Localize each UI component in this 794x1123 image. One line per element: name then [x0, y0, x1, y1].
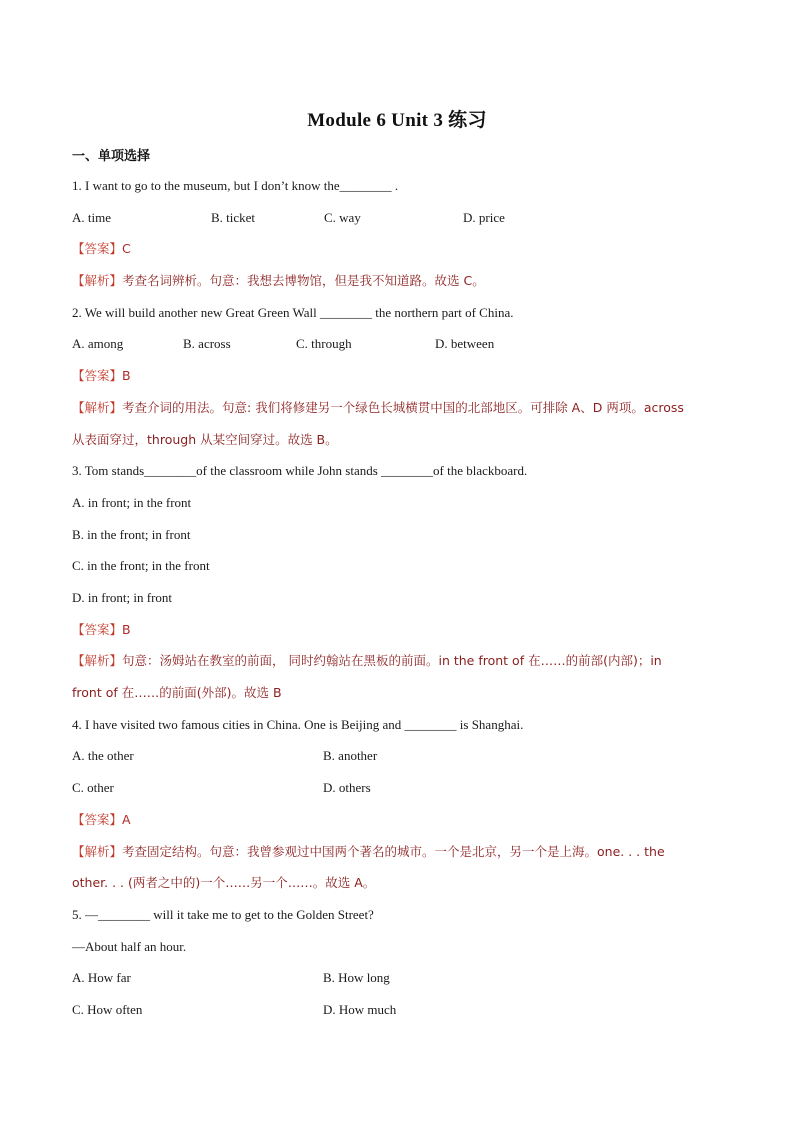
explanation-text: 考查介词的用法。句意: 我们将修建另一个绿色长城横贯中国的北部地区。可排除 A、D 两项。across: [122, 400, 684, 415]
option-d: D. between: [435, 336, 495, 351]
explanation-text: 考查名词辨析。句意：我想去博物馆，但是我不知道路。故选 C。: [122, 273, 485, 288]
question-4-explanation-line-2: other. . . (两者之中的)一个……另一个……。故选 A。: [72, 875, 376, 890]
option-c: C. way: [324, 210, 361, 225]
question-3-stem: 3. Tom stands________of the classroom while John stands ________of the blackboard.: [72, 463, 528, 478]
question-1-answer: [72, 240, 131, 258]
option-a: A. the other: [72, 748, 134, 763]
question-3-option-c: C. in the front; in the front: [72, 558, 210, 573]
option-a: A. time: [72, 210, 111, 225]
question-3-explanation-line-1: [72, 652, 662, 670]
option-c: C. other: [72, 780, 114, 795]
explanation-tag: 【解析】: [72, 400, 123, 415]
question-2-answer: [72, 367, 131, 385]
answer-tag: 【答案】: [72, 241, 123, 256]
question-3-explanation-line-2: front of 在……的前面(外部)。故选 B: [72, 685, 282, 700]
answer-tag: 【答案】: [72, 368, 123, 383]
answer-value: B: [122, 622, 131, 637]
question-1-explanation: [72, 272, 485, 290]
question-4-answer: [72, 811, 131, 829]
option-a: A. among: [72, 336, 124, 351]
explanation-text: 句意：汤姆站在教室的前面， 同时约翰站在黑板的前面。in the front of 在……的前部(内部)；in: [122, 653, 662, 668]
question-3-option-b: B. in the front; in front: [72, 527, 191, 542]
question-3-answer: [72, 621, 131, 639]
option-c: C. How often: [72, 1002, 143, 1017]
option-b: B. another: [323, 748, 378, 763]
question-4-explanation-line-1: [72, 843, 665, 861]
option-b: B. ticket: [211, 210, 256, 225]
question-4-stem: 4. I have visited two famous cities in China. One is Beijing and ________ is Shanghai.: [72, 717, 524, 732]
question-3-option-d: D. in front; in front: [72, 590, 173, 605]
answer-value: A: [122, 812, 131, 827]
option-d: D. others: [323, 780, 371, 795]
answer-tag: 【答案】: [72, 622, 123, 637]
explanation-tag: 【解析】: [72, 653, 123, 668]
question-2-stem: 2. We will build another new Great Green Wall ________ the northern part of China.: [72, 305, 514, 320]
question-3-option-a: A. in front; in the front: [72, 495, 192, 510]
question-5-stem-line-1: 5. —________ will it take me to get to the Golden Street?: [72, 907, 374, 922]
option-a: A. How far: [72, 970, 131, 985]
option-b: B. across: [183, 336, 231, 351]
option-b: B. How long: [323, 970, 390, 985]
option-c: C. through: [296, 336, 352, 351]
answer-value: B: [122, 368, 131, 383]
explanation-tag: 【解析】: [72, 844, 123, 859]
option-d: D. How much: [323, 1002, 397, 1017]
option-d: D. price: [463, 210, 505, 225]
question-1-stem: 1. I want to go to the museum, but I don’t know the________ .: [72, 178, 399, 193]
question-2-explanation-line-1: [72, 399, 684, 417]
explanation-tag: 【解析】: [72, 273, 123, 288]
section-heading: 一、单项选择: [72, 149, 151, 164]
answer-value: C: [122, 241, 131, 256]
explanation-text: 考查固定结构。句意：我曾参观过中国两个著名的城市。一个是北京，另一个是上海。one. . . the: [122, 844, 665, 859]
page-title: Module 6 Unit 3 练习: [307, 110, 487, 131]
question-2-explanation-line-2: 从表面穿过，through 从某空间穿过。故选 B。: [72, 432, 338, 447]
answer-tag: 【答案】: [72, 812, 123, 827]
question-5-stem-line-2: —About half an hour.: [72, 939, 187, 954]
